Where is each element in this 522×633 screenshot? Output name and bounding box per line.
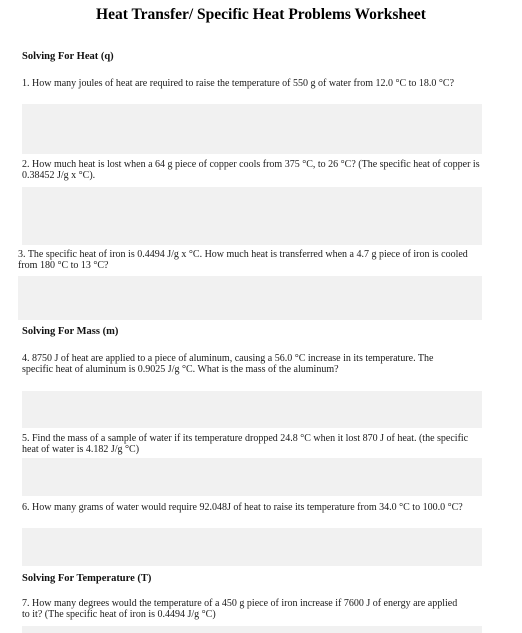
question-6: 6. How many grams of water would require 92.048J of heat to raise its temperature from 34.0 °C to 100.0 °C? xyxy=(22,502,463,513)
answer-box-1[interactable] xyxy=(22,104,482,154)
question-1: 1. How many joules of heat are required to raise the temperature of 550 g of water from 12.0 °C to 18.0 °C? xyxy=(22,78,455,89)
question-2: 2. How much heat is lost when a 64 g piece of copper cools from 375 °C, to 26 °C? (The specific heat of copper is 0.38452 J/g x °C). xyxy=(22,159,480,181)
question-3: 3. The specific heat of iron is 0.4494 J/g x °C. How much heat is transferred when a 4.7 g piece of iron is cooled from 180 °C to 13 °C? xyxy=(18,249,468,271)
section-heading-temperature: Solving For Temperature (T) xyxy=(22,573,152,584)
answer-box-2[interactable] xyxy=(22,187,482,245)
section-heading-mass: Solving For Mass (m) xyxy=(22,326,119,337)
question-4: 4. 8750 J of heat are applied to a piece of aluminum, causing a 56.0 °C increase in its temperature. The specific heat of aluminum is 0.9025 J/g °C. What is the mass of the aluminum? xyxy=(22,353,434,375)
question-5: 5. Find the mass of a sample of water if its temperature dropped 24.8 °C when it lost 870 J of heat. (the specific heat of water is 4.182 J/g °C) xyxy=(22,433,469,455)
answer-box-4[interactable] xyxy=(22,391,482,428)
worksheet-title: Heat Transfer/ Specific Heat Problems Worksheet xyxy=(96,6,426,23)
answer-box-3[interactable] xyxy=(18,276,482,320)
answer-box-7[interactable] xyxy=(22,626,482,633)
answer-box-5[interactable] xyxy=(22,458,482,496)
section-heading-heat: Solving For Heat (q) xyxy=(22,51,114,62)
question-7: 7. How many degrees would the temperature of a 450 g piece of iron increase if 7600 J of energy are applied to it? (The specific heat of iron is 0.4494 J/g °C) xyxy=(22,598,458,620)
answer-box-6[interactable] xyxy=(22,528,482,566)
